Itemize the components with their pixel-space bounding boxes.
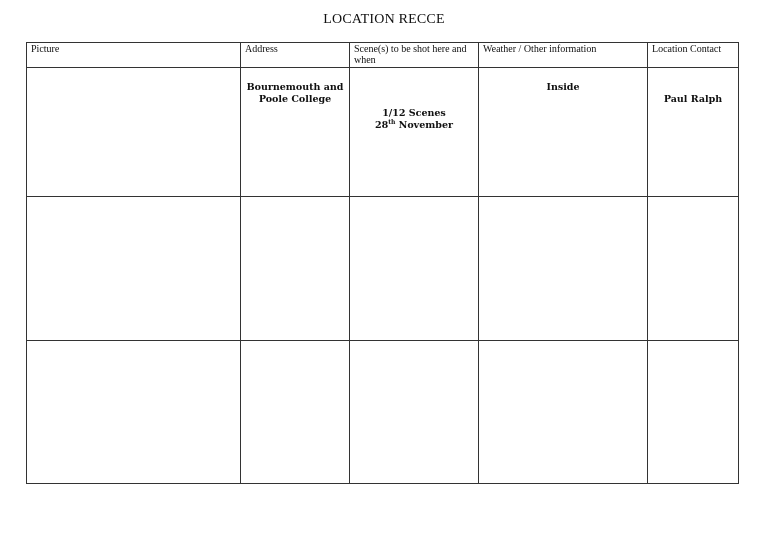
- table-row: [27, 341, 739, 484]
- weather-cell[interactable]: [479, 341, 648, 484]
- table-header-row: [27, 43, 739, 68]
- scenes-cell[interactable]: [350, 197, 479, 341]
- header-address: [241, 43, 350, 68]
- header-weather: [479, 43, 648, 68]
- picture-cell[interactable]: [27, 197, 241, 341]
- picture-cell[interactable]: [27, 341, 241, 484]
- scenes-text: [350, 68, 478, 132]
- scenes-date: [350, 120, 478, 132]
- scenes-date-suffix: th: [388, 118, 396, 126]
- picture-cell[interactable]: [27, 68, 241, 197]
- header-contact: [648, 43, 739, 68]
- scenes-date-month: November: [395, 120, 453, 131]
- weather-cell[interactable]: [479, 197, 648, 341]
- contact-cell[interactable]: [648, 341, 739, 484]
- contact-cell[interactable]: [648, 68, 739, 197]
- page-title: LOCATION RECCE: [323, 12, 445, 27]
- header-weather-label: Weather / Other information: [483, 44, 597, 55]
- address-text: Bournemouth and Poole College: [246, 82, 344, 105]
- scenes-cell[interactable]: [350, 68, 479, 197]
- contact-cell[interactable]: [648, 197, 739, 341]
- header-scenes-label: Scene(s) to be shot here and when: [354, 44, 467, 66]
- address-cell[interactable]: [241, 341, 350, 484]
- weather-text: Inside: [546, 82, 580, 93]
- address-cell[interactable]: [241, 197, 350, 341]
- address-cell[interactable]: [241, 68, 350, 197]
- header-scenes: [350, 43, 479, 68]
- scenes-date-day: 28: [374, 120, 389, 131]
- header-picture-label: Picture: [31, 44, 60, 55]
- scenes-cell[interactable]: [350, 341, 479, 484]
- contact-text: Paul Ralph: [663, 94, 723, 105]
- table-row: [27, 197, 739, 341]
- scenes-count: 1/12 Scenes: [382, 108, 446, 119]
- table-row: [27, 68, 739, 197]
- header-contact-label: Location Contact: [652, 44, 722, 55]
- header-address-label: Address: [245, 44, 278, 55]
- weather-cell[interactable]: [479, 68, 648, 197]
- location-recce-table: [26, 42, 739, 484]
- header-picture: [27, 43, 241, 68]
